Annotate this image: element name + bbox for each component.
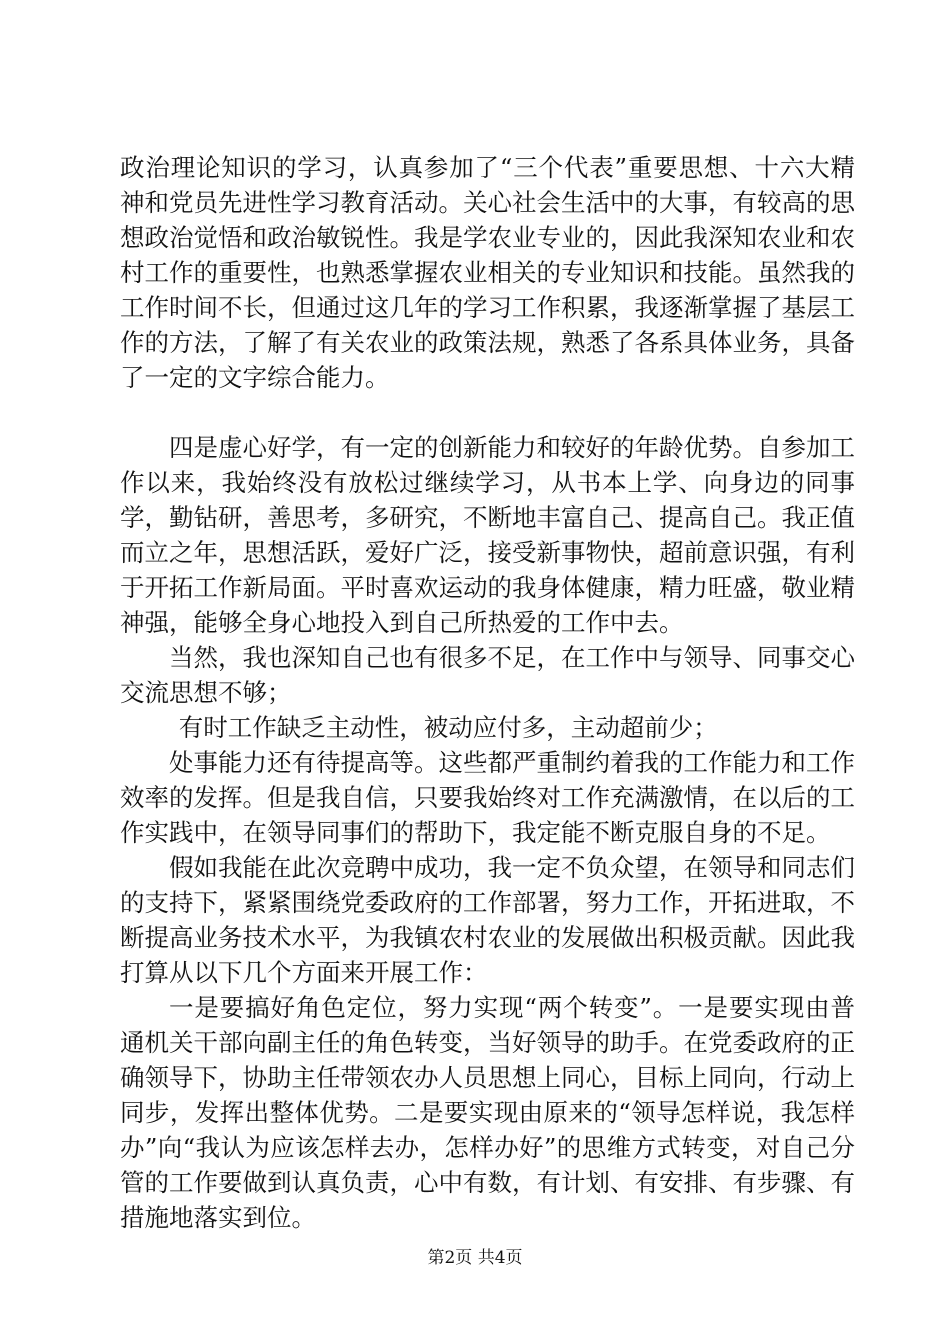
paragraph-ability-improve: 处事能力还有待提高等。这些都严重制约着我的工作能力和工作效率的发挥。但是我自信，只要我始终对工作充满激情，在以后的工作实践中，在领导同事们的帮助下，我定能不断克服自身的不足。 (120, 748, 855, 847)
paragraph-lack-initiative: 有时工作缺乏主动性，被动应付多，主动超前少； (178, 713, 718, 742)
page-number-footer: 第2页 共4页 (427, 1248, 523, 1268)
paragraph-if-successful: 假如我能在此次竞聘中成功，我一定不负众望，在领导和同志们的支持下，紧紧围绕党委政府的工作部署，努力工作，开拓进取，不断提高业务技术水平，为我镇农村农业的发展做出积极贡献。因此我打算从以下几个方面来开展工作： (120, 853, 855, 987)
paragraph-shortcomings: 当然，我也深知自己也有很多不足，在工作中与领导、同事交心交流思想不够； (120, 643, 855, 707)
document-body (120, 150, 855, 1235)
paragraph-role-positioning: 一是要搞好角色定位，努力实现“两个转变”。一是要实现由普通机关干部向副主任的角色转变，当好领导的助手。在党委政府的正确领导下，协助主任带领农办人员思想上同心，目标上同向，行动上同步，发挥出整体优势。二是要实现由原来的“领导怎样说，我怎样办”向“我认为应该怎样去办，怎样办好”的思维方式转变，对自己分管的工作要做到认真负责，心中有数，有计划、有安排、有步骤、有措施地落实到位。 (120, 993, 855, 1232)
paragraph-political-study: 政治理论知识的学习，认真参加了“三个代表”重要思想、十六大精神和党员先进性学习教育活动。关心社会生活中的大事，有较高的思想政治觉悟和政治敏锐性。我是学农业专业的，因此我深知农业和农村工作的重要性，也熟悉掌握农业相关的专业知识和技能。虽然我的工作时间不长，但通过这几年的学习工作积累，我逐渐掌握了基层工作的方法，了解了有关农业的政策法规，熟悉了各系具体业务，具备了一定的文字综合能力。 (120, 153, 855, 392)
paragraph-fourth-advantage: 四是虚心好学，有一定的创新能力和较好的年龄优势。自参加工作以来，我始终没有放松过继续学习，从书本上学、向身边的同事学，勤钻研，善思考，多研究，不断地丰富自己、提高自己。我正值而立之年，思想活跃，爱好广泛，接受新事物快，超前意识强，有利于开拓工作新局面。平时喜欢运动的我身体健康，精力旺盛，敬业精神强，能够全身心地投入到自己所热爱的工作中去。 (120, 433, 855, 637)
